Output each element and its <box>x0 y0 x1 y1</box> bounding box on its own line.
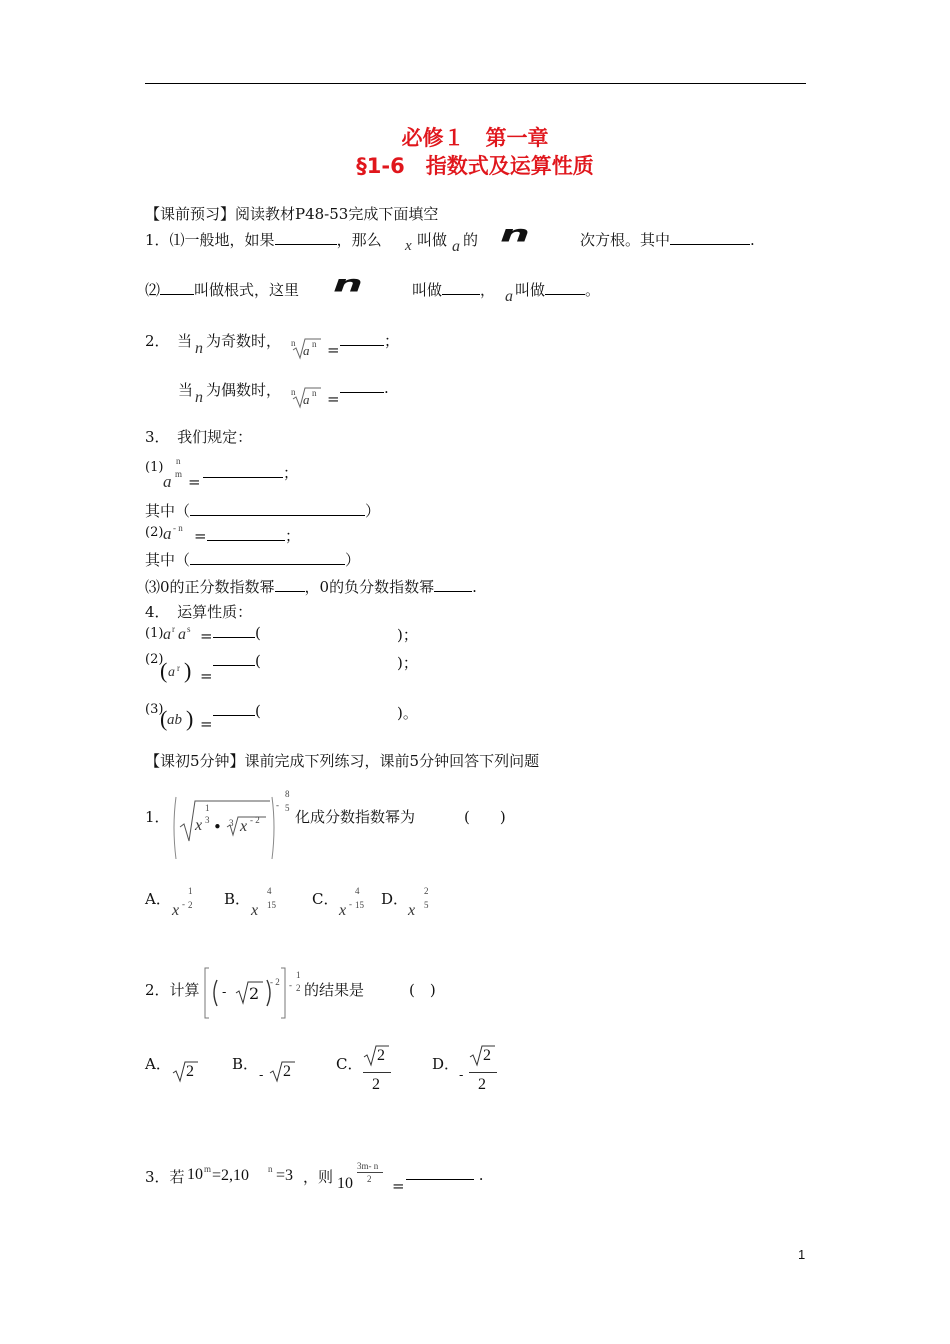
item-label: (1) <box>145 460 164 475</box>
root-exp: n <box>312 388 317 398</box>
text: 叫做 <box>515 281 546 299</box>
option-exp-den: 5 <box>424 900 429 910</box>
base-a: a <box>163 626 171 643</box>
option-radicand: 2 <box>483 1047 491 1064</box>
text: . <box>750 231 755 249</box>
qizhong-2 <box>145 549 360 570</box>
item-label: (2) <box>145 525 164 540</box>
answer-blank[interactable] <box>207 528 285 541</box>
text: 其中（ <box>145 551 191 569</box>
text: 叫做 <box>412 281 443 299</box>
answer-blank[interactable] <box>340 333 384 346</box>
text: 当 <box>177 332 193 350</box>
option-exp-den: 2 <box>188 900 193 910</box>
text: . <box>472 578 477 596</box>
option-exp-den: 15 <box>267 900 276 910</box>
header-rule <box>145 83 806 84</box>
option-den: 2 <box>478 1076 486 1093</box>
answer-blank[interactable] <box>275 579 305 592</box>
text: 运算性质： <box>177 603 253 621</box>
item-label: (1) <box>145 626 164 641</box>
sqrt-sign <box>363 1045 389 1067</box>
option-radicand: 2 <box>283 1063 291 1080</box>
exp-den: m <box>175 469 183 479</box>
exp-den: 2 <box>367 1174 372 1184</box>
ten: 10 <box>337 1175 353 1192</box>
base-a: a <box>168 665 175 680</box>
q3-label <box>145 426 252 447</box>
option-exp-num: 2 <box>424 886 429 896</box>
odd-text: 为奇数时， <box>206 332 282 350</box>
equals: = <box>200 715 213 733</box>
answer-blank[interactable] <box>275 232 337 245</box>
item-label: (3) <box>145 702 164 717</box>
outer-exp-den: 2 <box>296 983 301 993</box>
exp: - 2 <box>250 815 260 825</box>
q1b-tail <box>515 279 600 300</box>
item-label: (2) <box>145 652 164 667</box>
option-base: x <box>408 902 416 919</box>
answer-paren[interactable]: ( ) <box>464 808 506 826</box>
option-neg: - <box>259 1068 264 1083</box>
q4-blank1 <box>213 624 261 642</box>
option-label: C． <box>312 890 339 908</box>
warmup-header: 【课初5分钟】课前完成下列练习，课前5分钟回答下列问题 <box>145 752 540 770</box>
text: 若 <box>169 1168 185 1186</box>
w2-text: 的结果是 <box>304 981 365 999</box>
answer-blank[interactable] <box>213 625 255 638</box>
equals: = <box>188 473 201 491</box>
outer-exp-num: 1 <box>296 970 301 980</box>
page-number: 1 <box>798 1247 806 1262</box>
text: 叫做根式，这里 <box>194 281 300 299</box>
option-label: A． <box>145 1055 171 1073</box>
chapter-title: 必修１ 第一章 <box>401 126 549 150</box>
q1a-line <box>145 229 382 250</box>
q-number: 3． <box>145 1168 170 1186</box>
exp-n: n <box>268 1164 273 1174</box>
text: . <box>384 379 389 397</box>
w1-text: 化成分数指数幂为 <box>295 808 416 826</box>
text: ⑵ <box>145 281 161 299</box>
text: ⑶0的正分数指数幂 <box>145 578 275 596</box>
q4-blank3 <box>213 702 261 720</box>
text: ，那么 <box>336 231 382 249</box>
base-a: a <box>163 524 172 543</box>
text: 我们规定： <box>177 428 253 446</box>
frac-bar <box>363 1072 391 1073</box>
var-n: n <box>195 340 203 357</box>
equals: = <box>392 1177 405 1195</box>
text: ，0的负分数指数幂 <box>304 578 435 596</box>
paren: ( <box>160 706 168 731</box>
ab: ab <box>167 712 182 728</box>
text: ( <box>255 624 261 642</box>
text: ； <box>384 332 400 350</box>
root-exp: n <box>312 339 317 349</box>
q-number: 4． <box>145 603 163 621</box>
q-number: 2． <box>145 332 163 350</box>
big-n-symbol: n <box>333 269 363 297</box>
answer-blank[interactable] <box>160 282 194 295</box>
two: 2 <box>249 984 260 1003</box>
frac-bar <box>357 1172 383 1173</box>
var-n: n <box>195 389 203 406</box>
text: ， <box>480 281 496 299</box>
option-label: D． <box>432 1055 460 1073</box>
answer-blank[interactable] <box>545 282 585 295</box>
text: . <box>478 1166 484 1184</box>
q4-blank2 <box>213 652 261 670</box>
q1b-mid <box>412 279 495 300</box>
q1a-tail <box>580 229 755 250</box>
answer-blank[interactable] <box>406 1167 474 1180</box>
exp-num: 3m- n <box>357 1161 379 1171</box>
root-base: a <box>303 392 310 407</box>
close-paren: )； <box>397 654 418 672</box>
option-radicand: 2 <box>186 1063 194 1080</box>
close-paren: )； <box>397 626 418 644</box>
option-exp-num: 1 <box>188 886 193 896</box>
q3-blank1 <box>203 462 298 483</box>
exp-s: s <box>187 624 191 634</box>
paren: ( <box>160 658 168 683</box>
even-text: 为偶数时， <box>206 381 282 399</box>
minus: - <box>276 800 279 810</box>
exp-num: n <box>176 456 181 466</box>
root-index: 3 <box>229 818 234 828</box>
sqrt-sign <box>172 1061 198 1083</box>
w3-then: ，则 <box>303 1168 334 1186</box>
option-radicand: 2 <box>377 1047 385 1064</box>
q3-item3 <box>145 576 477 597</box>
q-number: 1． <box>145 231 170 249</box>
preview-header: 【课前预习】阅读教材P48-53完成下面填空 <box>145 205 439 223</box>
option-label: B． <box>232 1055 259 1073</box>
text: 。 <box>585 281 601 299</box>
var-x: x <box>405 238 412 254</box>
outer-exp-den: 5 <box>285 803 290 813</box>
answer-blank[interactable] <box>442 282 480 295</box>
minus: - <box>222 985 227 1000</box>
option-base: x <box>339 902 347 919</box>
close-paren: )。 <box>397 704 418 722</box>
equals: = <box>200 667 213 685</box>
option-label: B． <box>224 890 251 908</box>
answer-blank[interactable] <box>213 653 255 666</box>
root-base: a <box>303 343 310 358</box>
option-label: C． <box>336 1055 363 1073</box>
q-number: 3． <box>145 428 163 446</box>
text: ⑴一般地，如果 <box>169 231 275 249</box>
w2-pre <box>145 979 200 1000</box>
base-a: a <box>163 472 172 491</box>
q2-blank2 <box>340 379 389 397</box>
bullet: • <box>213 818 222 836</box>
exp-r: r <box>172 624 175 634</box>
equals: = <box>327 341 340 359</box>
exp: - n <box>173 523 183 533</box>
root-index: n <box>291 387 296 397</box>
equals: = <box>200 627 213 645</box>
text: ( <box>255 652 261 670</box>
answer-paren[interactable]: ( ) <box>409 981 436 999</box>
q4-label <box>145 601 252 622</box>
q-number: 2． <box>145 981 170 999</box>
exp-num: 1 <box>205 803 210 813</box>
root-index: n <box>291 338 296 348</box>
w3-blank <box>406 1166 484 1184</box>
option-exp-num: 4 <box>267 886 272 896</box>
option-base: x <box>172 902 180 919</box>
w1-expression-frame <box>170 795 280 861</box>
text: 其中（ <box>145 502 191 520</box>
paren: ) <box>184 658 192 683</box>
qizhong-1 <box>145 500 380 521</box>
text: ( <box>255 702 261 720</box>
big-n-symbol: n <box>500 219 530 247</box>
equals: = <box>194 527 207 545</box>
w3-pre <box>145 1166 185 1187</box>
w2-expression-frame <box>203 966 289 1022</box>
var-x: x <box>195 817 203 834</box>
text: 叫做 <box>417 231 448 249</box>
section-title: §1-6 指数式及运算性质 <box>356 154 594 178</box>
paren: ) <box>186 706 194 731</box>
when-text: 当 <box>178 381 194 399</box>
option-label: D． <box>381 890 409 908</box>
text: 的 <box>463 231 479 249</box>
option-label: A． <box>145 890 171 908</box>
answer-blank[interactable] <box>190 552 345 565</box>
option-base: x <box>251 902 259 919</box>
option-sign: - <box>349 899 352 909</box>
q3-blank2 <box>207 525 300 546</box>
q2-label <box>145 330 192 351</box>
outer-exp-num: 8 <box>285 789 290 799</box>
answer-blank[interactable] <box>670 232 750 245</box>
option-exp-num: 4 <box>355 886 360 896</box>
answer-blank[interactable] <box>340 380 384 393</box>
ten: 10 <box>187 1166 203 1183</box>
answer-blank[interactable] <box>203 465 283 478</box>
exp-r: r <box>177 663 180 673</box>
text: ； <box>283 464 299 482</box>
option-neg: - <box>459 1068 464 1083</box>
text: 计算 <box>169 981 200 999</box>
var-x: x <box>240 818 248 835</box>
exp-m: m <box>204 1164 212 1174</box>
equals: = <box>327 390 340 408</box>
var-a: a <box>505 288 513 305</box>
w3-mid: =2,10 <box>212 1167 250 1184</box>
answer-blank[interactable] <box>434 579 472 592</box>
text: ） <box>365 502 381 520</box>
q-number: 1． <box>145 808 170 826</box>
minus: - <box>289 980 292 990</box>
option-sign: - <box>182 899 185 909</box>
var-a: a <box>452 238 460 255</box>
option-exp-den: 15 <box>355 900 364 910</box>
frac-bar <box>469 1072 497 1073</box>
text: 次方根。其中 <box>580 231 671 249</box>
answer-blank[interactable] <box>213 703 255 716</box>
sqrt-sign <box>469 1045 495 1067</box>
text: ） <box>345 551 361 569</box>
sqrt-sign <box>269 1061 295 1083</box>
option-den: 2 <box>372 1076 380 1093</box>
text: ； <box>285 527 301 545</box>
base-a: a <box>178 626 186 643</box>
inner-exp: - 2 <box>270 977 280 987</box>
exp-den: 3 <box>205 815 210 825</box>
q1b-line <box>145 279 299 300</box>
w3-eq3: =3 <box>276 1167 294 1184</box>
q2-blank1 <box>340 330 399 351</box>
answer-blank[interactable] <box>190 503 365 516</box>
